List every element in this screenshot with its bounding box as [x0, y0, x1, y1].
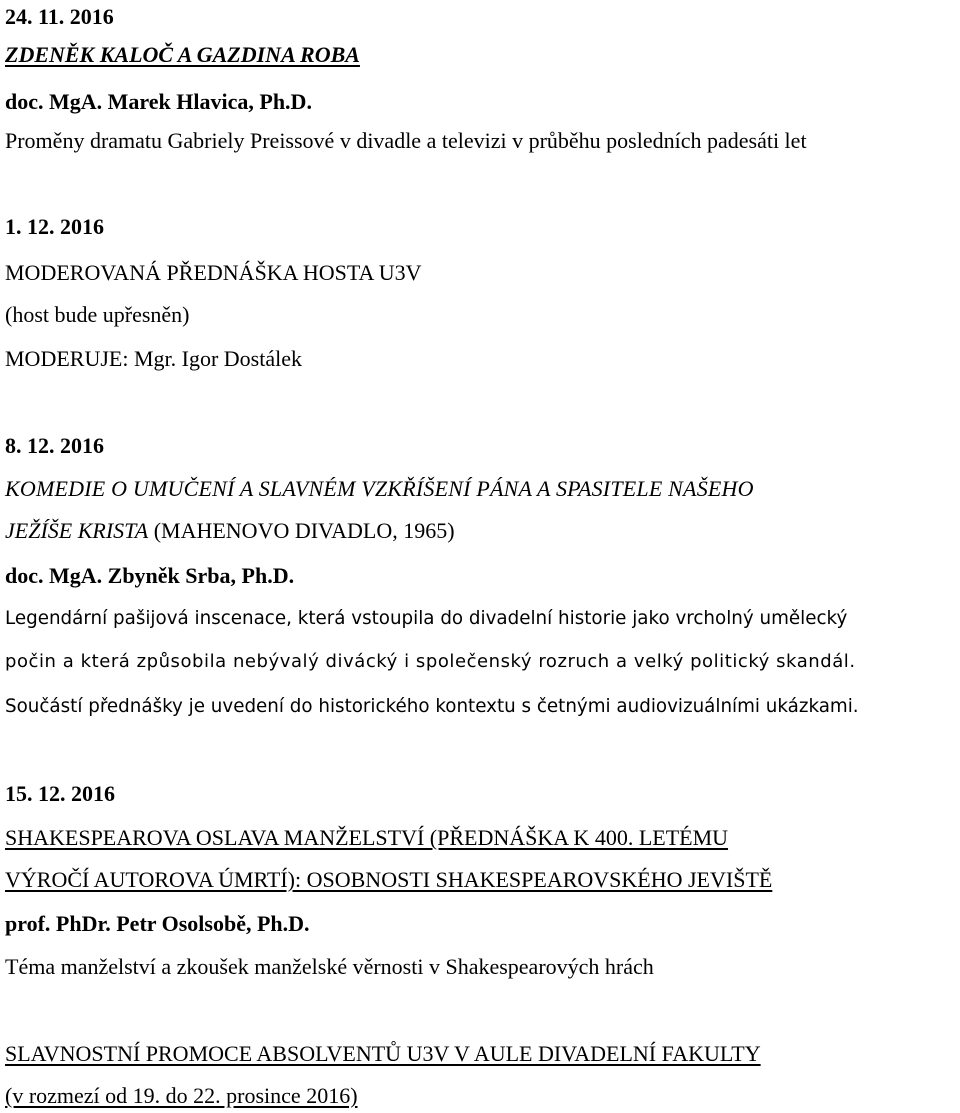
event-date: 1. 12. 2016: [5, 214, 104, 239]
event-title-continued: [5, 518, 455, 544]
event-note: (host bude upřesněn): [5, 302, 190, 327]
event-description: Proměny dramatu Gabriely Preissové v divadle a televizi v průběhu posledních padesáti let: [5, 128, 807, 153]
event-date: 8. 12. 2016: [5, 433, 104, 458]
event-title: ZDENĚK KALOČ A GAZDINA ROBA: [5, 42, 360, 67]
event-venue: (MAHENOVO DIVADLO, 1965): [148, 518, 455, 543]
event-description-line: Legendární pašijová inscenace, která vstoupila do divadelní historie jako vrcholný umělecký: [5, 608, 848, 629]
event-lecturer: doc. MgA. Marek Hlavica, Ph.D.: [5, 89, 312, 114]
event-lecturer: prof. PhDr. Petr Osolsobě, Ph.D.: [5, 911, 310, 936]
event-title: SHAKESPEAROVA OSLAVA MANŽELSTVÍ (PŘEDNÁŠKA K 400. LETÉMU: [5, 825, 729, 850]
event-date: 15. 12. 2016: [5, 781, 115, 806]
event-description-line: Součástí přednášky je uvedení do historického kontextu s četnými audiovizuálními ukázkami.: [5, 696, 859, 717]
event-dates: (v rozmezí od 19. do 22. prosince 2016): [5, 1083, 358, 1108]
event-date: 24. 11. 2016: [5, 4, 114, 29]
event-moderator: MODERUJE: Mgr. Igor Dostálek: [5, 346, 302, 371]
event-title: MODEROVANÁ PŘEDNÁŠKA HOSTA U3V: [5, 260, 422, 285]
event-title: SLAVNOSTNÍ PROMOCE ABSOLVENTŮ U3V V AULE DIVADELNÍ FAKULTY: [5, 1041, 761, 1066]
event-title-italic: JEŽÍŠE KRISTA: [5, 518, 149, 543]
event-lecturer: doc. MgA. Zbyněk Srba, Ph.D.: [5, 563, 295, 588]
event-description-line: počin a která způsobila nebývalý divácký i společenský rozruch a velký politický skandál.: [5, 651, 856, 672]
event-description: Téma manželství a zkoušek manželské věrnosti v Shakespearových hrách: [5, 954, 654, 979]
event-title: KOMEDIE O UMUČENÍ A SLAVNÉM VZKŘÍŠENÍ PÁNA A SPASITELE NAŠEHO: [5, 476, 754, 501]
event-title-continued: VÝROČÍ AUTOROVA ÚMRTÍ): OSOBNOSTI SHAKESPEAROVSKÉHO JEVIŠTĚ: [5, 867, 773, 892]
